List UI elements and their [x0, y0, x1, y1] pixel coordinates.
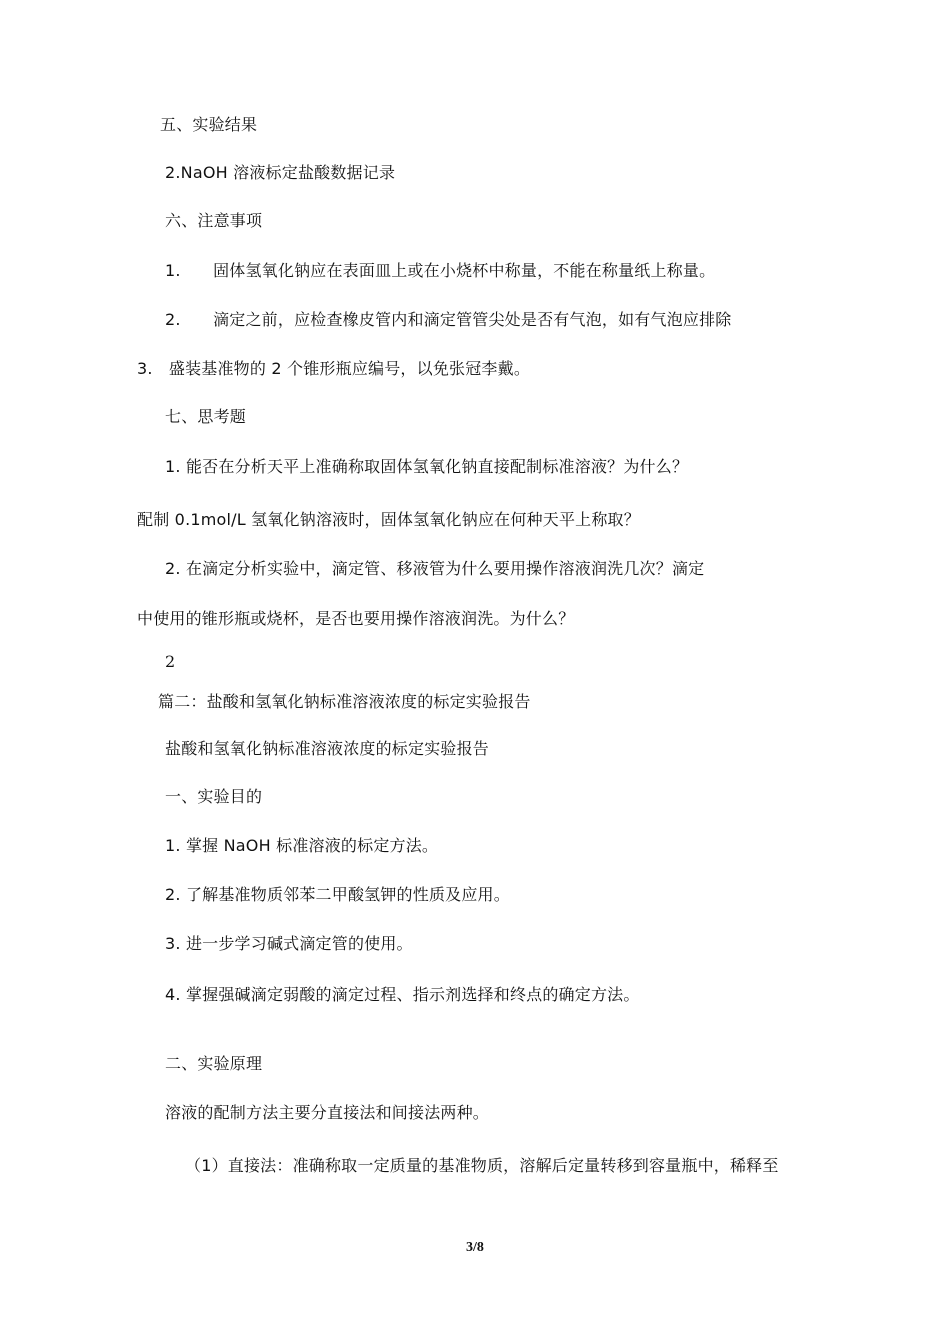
paragraph: 中使用的锥形瓶或烧杯，是否也要用操作溶液润洗。为什么？	[137, 609, 575, 628]
list-item: 1. 固体氢氧化钠应在表面皿上或在小烧杯中称量，不能在称量纸上称量。	[165, 261, 716, 280]
section-heading-questions: 七、思考题	[165, 407, 247, 426]
paragraph: （1）直接法：准确称取一定质量的基准物质，溶解后定量转移到容量瓶中，稀释至	[185, 1156, 779, 1175]
section-heading-results: 五、实验结果	[160, 115, 258, 134]
section-heading-purpose: 一、实验目的	[165, 787, 263, 806]
page-number: 3/8	[466, 1240, 484, 1255]
list-item: 1. 掌握 NaOH 标准溶液的标定方法。	[165, 836, 439, 855]
paragraph: 2	[165, 652, 176, 671]
list-item: 3. 进一步学习碱式滴定管的使用。	[165, 934, 413, 953]
section-heading-notes: 六、注意事项	[165, 211, 263, 230]
paragraph: 溶液的配制方法主要分直接法和间接法两种。	[165, 1103, 490, 1122]
paragraph: 2.NaOH 溶液标定盐酸数据记录	[165, 163, 396, 182]
article-title: 篇二：盐酸和氢氧化钠标准溶液浓度的标定实验报告	[158, 692, 531, 711]
list-item: 2. 了解基准物质邻苯二甲酸氢钾的性质及应用。	[165, 885, 510, 904]
paragraph: 配制 0.1mol/L 氢氧化钠溶液时，固体氢氧化钠应在何种天平上称取？	[137, 510, 640, 529]
question-item: 1. 能否在分析天平上准确称取固体氢氧化钠直接配制标准溶液？为什么？	[165, 457, 689, 476]
list-item: 3. 盛装基准物的 2 个锥形瓶应编号，以免张冠李戴。	[137, 359, 531, 378]
section-heading-principle: 二、实验原理	[165, 1054, 263, 1073]
report-title: 盐酸和氢氧化钠标准溶液浓度的标定实验报告	[165, 739, 490, 758]
question-item: 2. 在滴定分析实验中，滴定管、移液管为什么要用操作溶液润洗几次？滴定	[165, 559, 705, 578]
list-item: 4. 掌握强碱滴定弱酸的滴定过程、指示剂选择和终点的确定方法。	[165, 985, 640, 1004]
list-item: 2. 滴定之前，应检查橡皮管内和滴定管管尖处是否有气泡，如有气泡应排除	[165, 310, 732, 329]
